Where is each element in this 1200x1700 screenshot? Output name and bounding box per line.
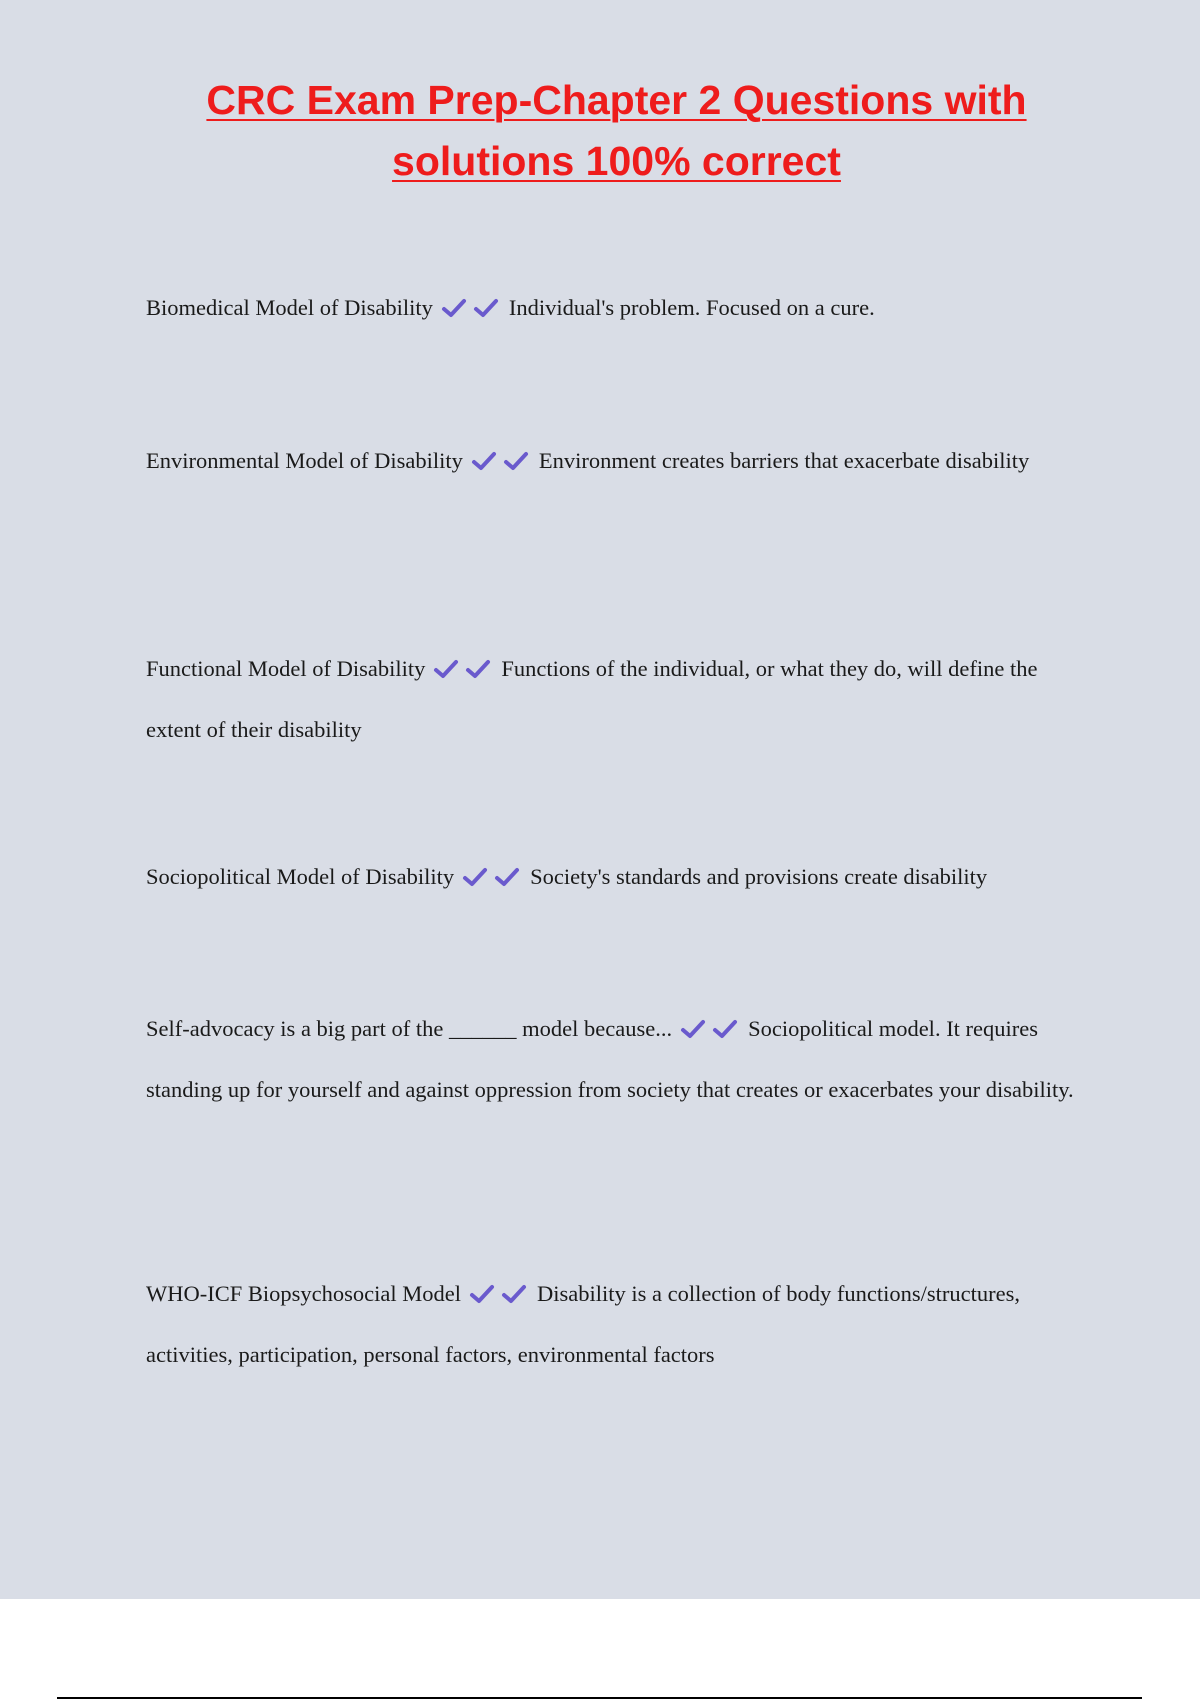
check-pair xyxy=(463,448,535,473)
check-icon xyxy=(465,658,491,680)
check-pair xyxy=(454,864,526,889)
check-icon xyxy=(441,297,467,319)
check-pair xyxy=(425,656,497,681)
qa-term: Biomedical Model of Disability xyxy=(146,295,433,320)
qa-term: Functional Model of Disability xyxy=(146,656,426,681)
qa-answer: Society's standards and provisions create disability xyxy=(530,864,988,889)
check-icon xyxy=(494,866,520,888)
document-title xyxy=(0,70,1200,192)
qa-answer: Sociopolitical model. It requires standing up for yourself and against oppression from society that creates or exacerbates your disability. xyxy=(146,1016,1074,1102)
qa-answer: Disability is a collection of body functions/structures, activities, participation, personal factors, environmental factors xyxy=(146,1281,1021,1367)
check-icon xyxy=(469,1283,495,1305)
qa-term: WHO-ICF Biopsychosocial Model xyxy=(146,1281,461,1306)
qa-answer: Individual's problem. Focused on a cure. xyxy=(508,295,875,320)
qa-term: Sociopolitical Model of Disability xyxy=(146,864,455,889)
footer-divider xyxy=(57,1697,1142,1699)
qa-item-self-advocacy xyxy=(146,998,1086,1120)
check-pair xyxy=(672,1016,744,1041)
title-line-1: CRC Exam Prep-Chapter 2 Questions with xyxy=(206,77,1027,123)
qa-item-who-icf xyxy=(146,1263,1086,1385)
title-line-2: solutions 100% correct xyxy=(392,138,841,184)
qa-item-functional xyxy=(146,638,1086,760)
qa-term: Environmental Model of Disability xyxy=(146,448,463,473)
check-icon xyxy=(471,450,497,472)
check-icon xyxy=(680,1018,706,1040)
qa-answer: Functions of the individual, or what they do, will define the extent of their disability xyxy=(146,656,1038,742)
qa-item-biomedical xyxy=(146,277,1086,338)
qa-item-sociopolitical xyxy=(146,846,1086,907)
check-pair xyxy=(461,1281,533,1306)
check-pair xyxy=(433,295,505,320)
check-icon xyxy=(712,1018,738,1040)
check-icon xyxy=(462,866,488,888)
qa-answer: Environment creates barriers that exacerbate disability xyxy=(538,448,1030,473)
check-icon xyxy=(503,450,529,472)
check-icon xyxy=(433,658,459,680)
check-icon xyxy=(473,297,499,319)
qa-term: Self-advocacy is a big part of the ______ model because... xyxy=(146,1016,673,1041)
check-icon xyxy=(501,1283,527,1305)
qa-item-environmental xyxy=(146,430,1086,491)
